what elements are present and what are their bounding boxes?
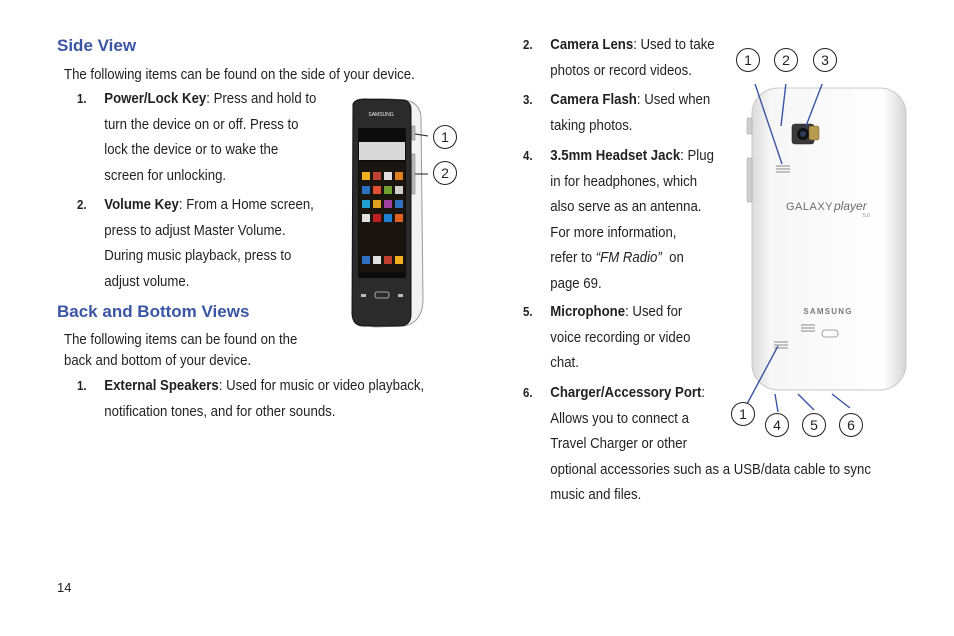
intro-line: The following items can be found on the	[64, 331, 298, 348]
item-number: 2.	[523, 37, 533, 52]
phone-model-sub-label: 5.0	[863, 213, 870, 219]
item-text: chat.	[550, 354, 579, 371]
back-item-camera-lens	[523, 32, 717, 79]
item-text: photos or record videos.	[550, 61, 692, 79]
section-heading-side-view: Side View	[57, 36, 137, 55]
item-term: Microphone	[550, 303, 626, 320]
back-item-camera-flash	[523, 87, 717, 134]
item-term: Camera Lens	[550, 36, 634, 53]
item-text: adjust volume.	[104, 272, 190, 290]
callout-bottom-6: 6	[839, 413, 863, 437]
item-text: Travel Charger or other	[550, 435, 687, 452]
item-text: :	[701, 384, 706, 401]
item-text: in for headphones, which	[550, 172, 698, 190]
section-heading-back-bottom: Back and Bottom Views	[57, 302, 250, 321]
item-text: optional accessories such as a USB/data cable to sync	[550, 460, 871, 478]
item-text: press to adjust Master Volume.	[104, 221, 286, 239]
item-number: 6.	[523, 385, 533, 400]
item-text: Allows you to connect a	[550, 409, 689, 427]
item-text: For more information,	[550, 223, 677, 241]
item-text: music and files.	[550, 486, 642, 503]
item-text: refer to	[550, 249, 596, 266]
item-term: Power/Lock Key	[104, 90, 207, 107]
item-text: turn the device on or off. Press to	[104, 115, 299, 133]
item-number: 4.	[523, 148, 533, 163]
item-number: 3.	[523, 92, 533, 107]
item-text: During music playback, press to	[104, 247, 292, 264]
phone-back-view-figure	[726, 84, 912, 414]
item-text: : Plug	[680, 147, 714, 164]
item-text: : Press and hold to	[206, 90, 317, 107]
fm-radio-reference-link[interactable]: “FM Radio”	[595, 249, 662, 266]
callout-back-1: 1	[736, 48, 760, 72]
page-number: 14	[57, 580, 72, 595]
item-text: : Used to take	[633, 36, 715, 53]
callout-back-3: 3	[813, 48, 837, 72]
callout-side-1: 1	[433, 125, 457, 149]
item-text: page 69.	[550, 274, 602, 292]
callout-back-2: 2	[774, 48, 798, 72]
callout-bottom-5: 5	[802, 413, 826, 437]
callout-bottom-1: 1	[731, 402, 755, 426]
phone-brand-label: GALAXY	[786, 201, 834, 213]
item-term: 3.5mm Headset Jack	[550, 147, 681, 164]
item-term: Camera Flash	[550, 91, 637, 108]
callout-side-2: 2	[433, 161, 457, 185]
item-text: voice recording or video	[550, 328, 691, 346]
side-view-intro: The following items can be found on the side of your device.	[64, 66, 415, 83]
back-item-external-speakers	[77, 373, 447, 420]
callout-bottom-4: 4	[765, 413, 789, 437]
item-text: : Used for	[625, 303, 683, 320]
item-text: : Used for music or video playback,	[218, 377, 425, 394]
item-text: on	[661, 249, 684, 266]
item-text: screen for unlocking.	[104, 166, 227, 184]
item-term: External Speakers	[104, 377, 219, 394]
item-text: taking photos.	[550, 116, 633, 134]
back-item-headset-jack	[523, 143, 717, 292]
phone-maker-label: SAMSUNG	[803, 307, 853, 316]
item-number: 1.	[77, 378, 87, 393]
intro-line: back and bottom of your device.	[64, 352, 252, 369]
item-term: Charger/Accessory Port	[550, 384, 702, 401]
item-text: also serve as an antenna.	[550, 198, 702, 215]
back-view-intro	[64, 329, 328, 371]
phone-front-brand: SAMSUNG	[368, 112, 394, 118]
item-text: notification tones, and for other sounds.	[104, 402, 336, 420]
back-item-microphone	[523, 299, 717, 371]
item-number: 2.	[77, 197, 87, 212]
item-text: : From a Home screen,	[178, 196, 314, 213]
item-number: 5.	[523, 304, 533, 319]
phone-model-label: player	[834, 199, 867, 213]
item-number: 1.	[77, 91, 87, 106]
item-text: : Used when	[636, 91, 711, 108]
item-term: Volume Key	[104, 196, 179, 213]
item-text: lock the device or to wake the	[104, 141, 279, 158]
side-item-power-lock	[77, 86, 323, 184]
side-item-volume	[77, 192, 323, 290]
